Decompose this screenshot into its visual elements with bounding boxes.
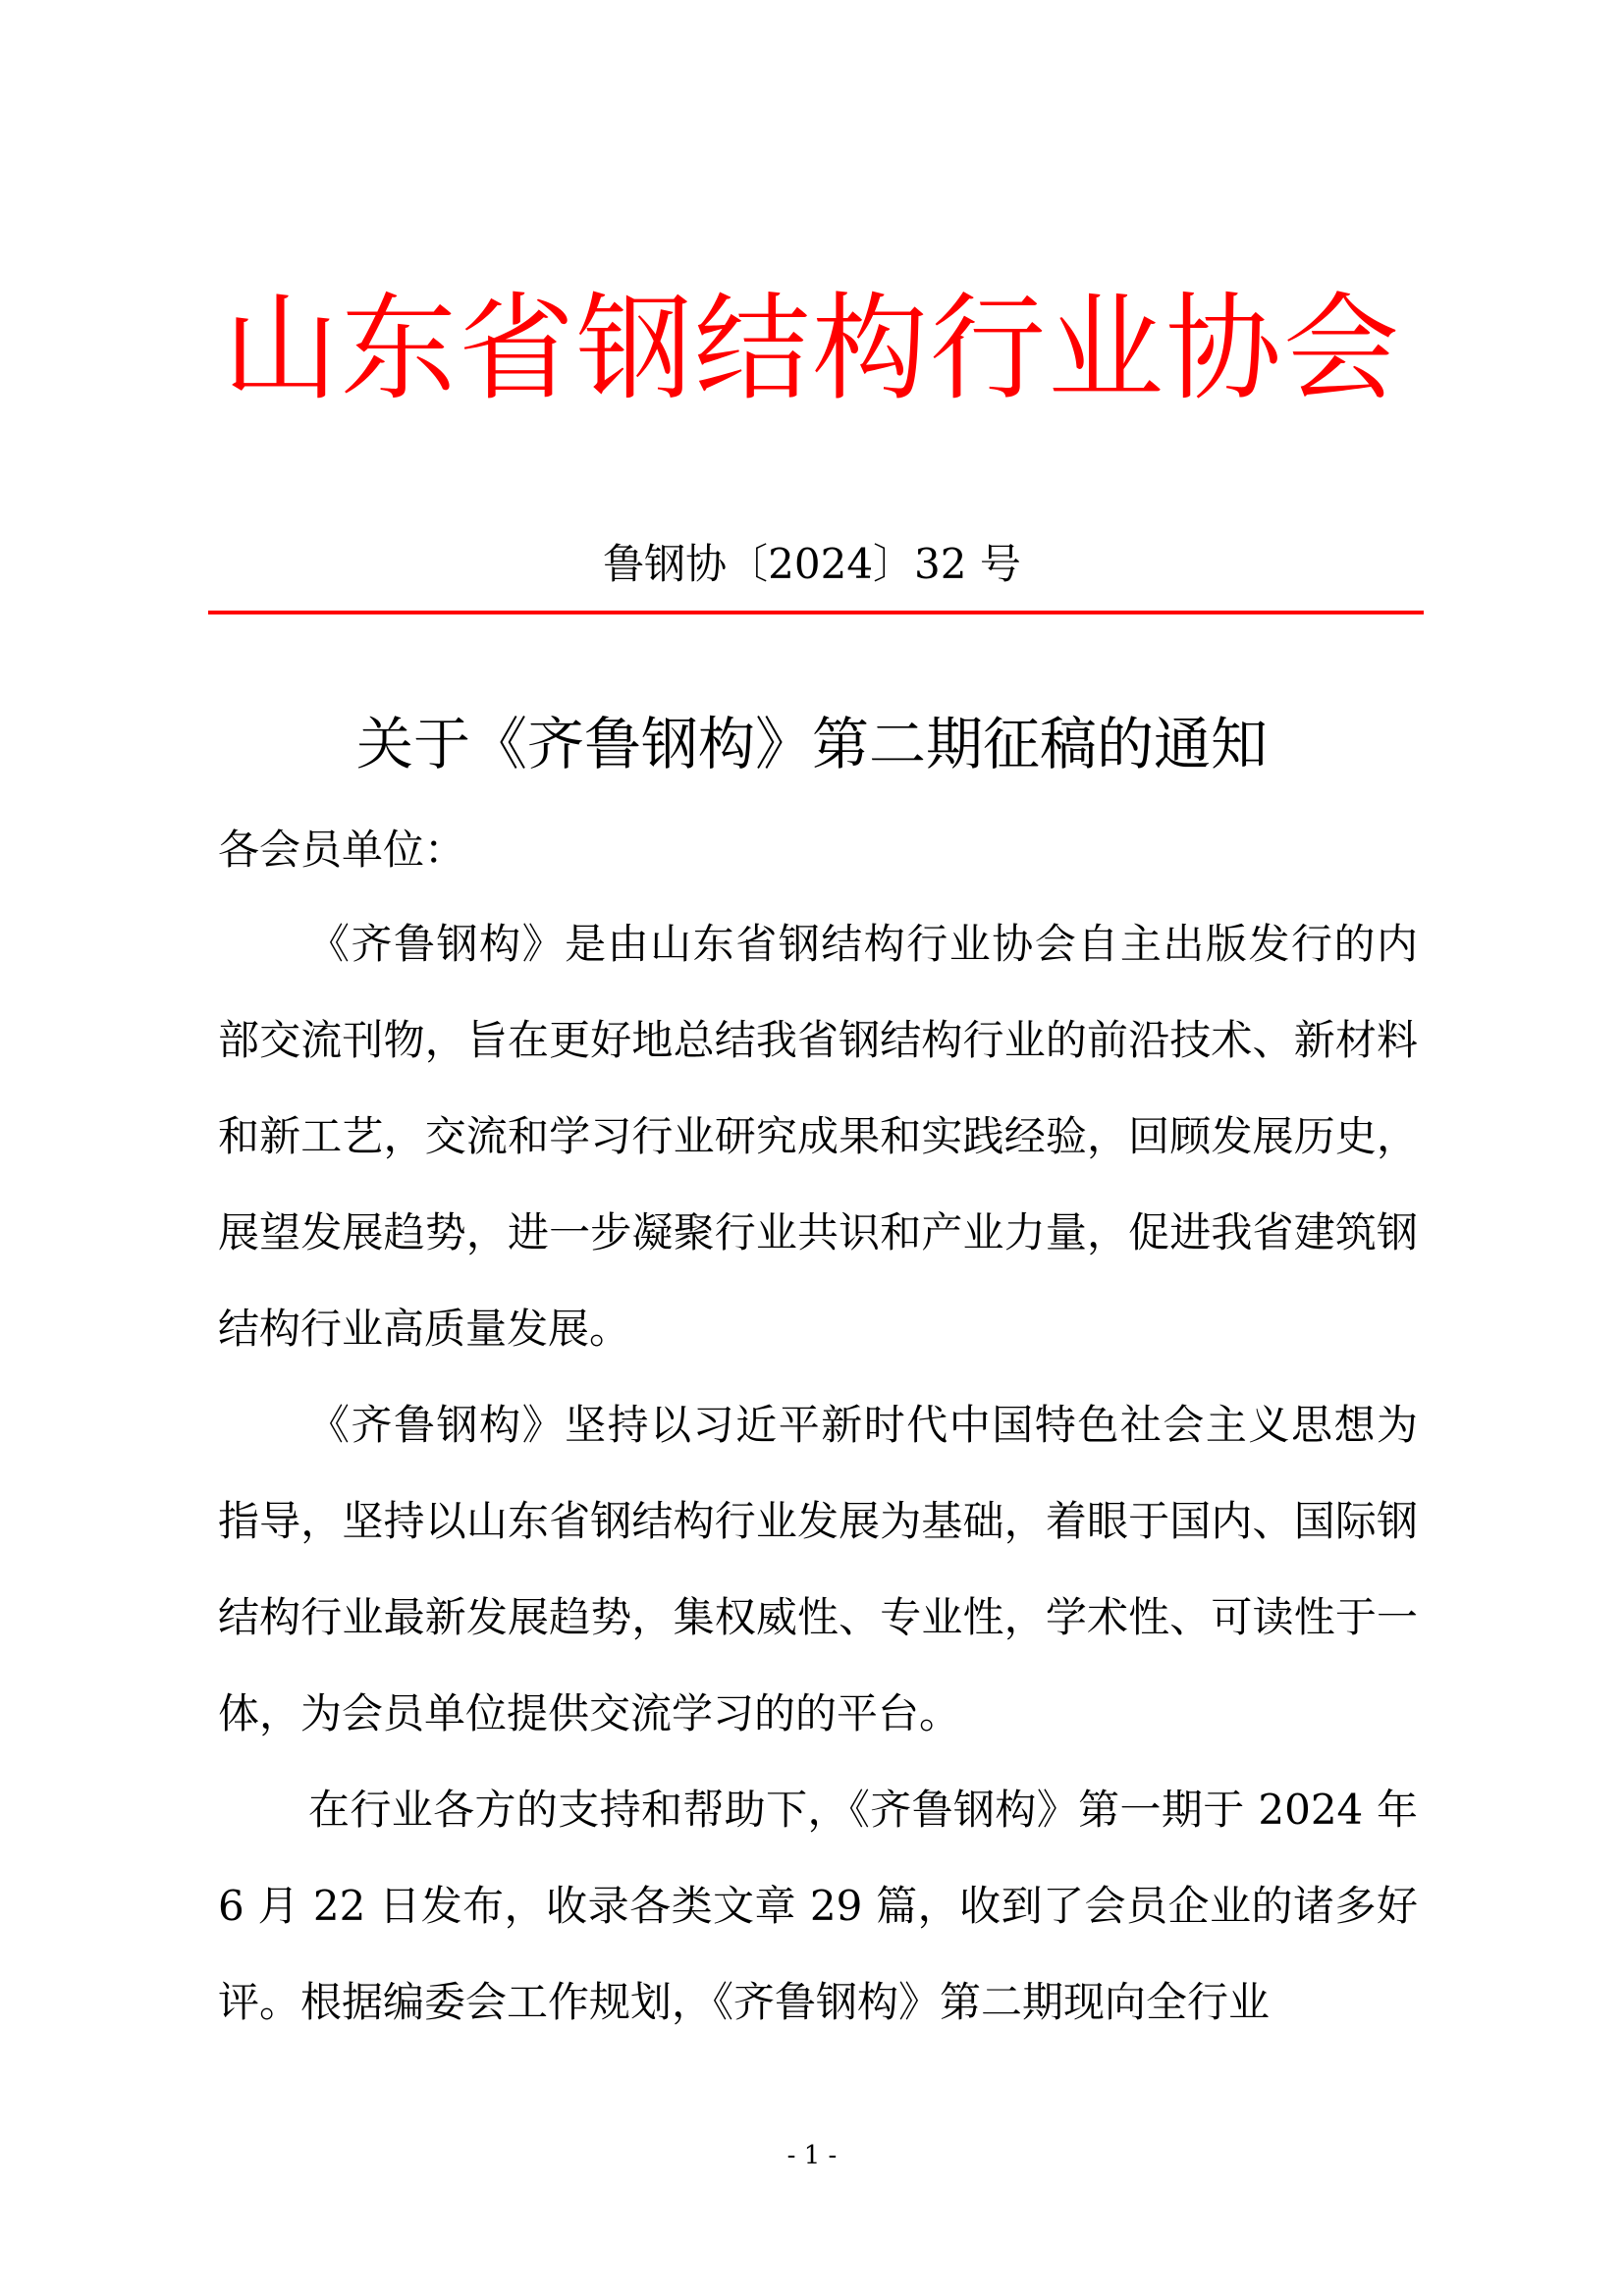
red-divider-line (208, 611, 1424, 614)
salutation: 各会员单位： (218, 826, 466, 874)
page-number: - 1 - (786, 2141, 838, 2170)
notice-title: 关于《齐鲁钢构》第二期征稿的通知 (355, 711, 1268, 777)
body-paragraph-2: 《齐鲁钢构》坚持以习近平新时代中国特色社会主义思想为指导，坚持以山东省钢结构行业发展为基础，着眼于国内、国际钢结构行业最新发展趋势，集权威性、专业性，学术性、可读性于一体，为会员单位提供交流学习的的平台。 (218, 1401, 1418, 1737)
document-number: 鲁钢协〔2024〕32 号 (603, 540, 1021, 588)
body-paragraph-3: 在行业各方的支持和帮助下，《齐鲁钢构》第一期于 2024 年 6 月 22 日发布，收录各类文章 29 篇，收到了会员企业的诸多好评。根据编委会工作规划，《齐鲁钢构》第二期现向全行业 (218, 1786, 1418, 2026)
organization-name: 山东省钢结构行业协会 (222, 281, 1401, 416)
body-paragraph-1: 《齐鲁钢构》是由山东省钢结构行业协会自主出版发行的内部交流刊物，旨在更好地总结我省钢结构行业的前沿技术、新材料和新工艺，交流和学习行业研究成果和实践经验，回顾发展历史，展望发展趋势，进一步凝聚行业共识和产业力量，促进我省建筑钢结构行业高质量发展。 (218, 920, 1418, 1353)
